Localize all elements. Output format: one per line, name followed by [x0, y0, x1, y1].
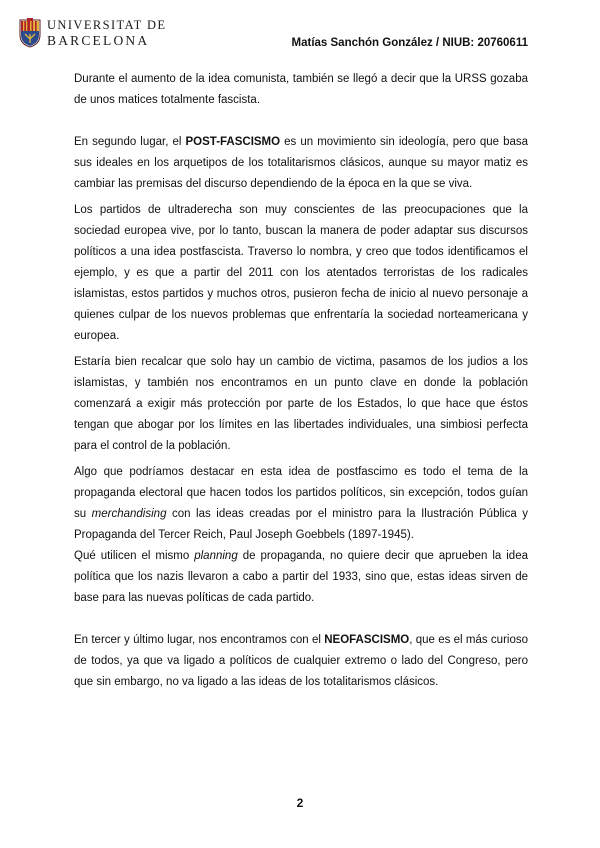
text-run: Qué utilicen el mismo [74, 550, 195, 562]
text-run: , que es el más curioso de todos, ya que va ligado a políticos de cualquier extremo o lado del Congreso, pero que sin embargo, no va ligado a las ideas de los totalitarismos clásicos. [74, 634, 528, 688]
document-body [74, 69, 528, 693]
text-run: En tercer y último lugar, nos encontramos con el [74, 634, 325, 646]
paragraph [74, 462, 528, 546]
bold-term: POST-FASCISMO [185, 136, 281, 148]
paragraph [74, 132, 528, 195]
text-run: con las ideas creadas por el ministro para la Ilustración Pública y Propaganda del Tercer Reich, Paul Joseph Goebbels (1897-1945). [74, 508, 528, 541]
text-run: En segundo lugar, el [74, 136, 186, 148]
text-run: es un movimiento sin ideología, pero que basa sus ideales en los arquetipos de los totalitarismos clásicos, aunque su mayor matiz es cambiar las premisas del discurso dependiendo de la época en la que se viva. [74, 136, 529, 190]
text-run: Los partidos de ultraderecha son muy conscientes de las preocupaciones que la sociedad europea vive, por lo tanto, buscan la manera de poder adaptar sus discursos políticos a una idea postfascista. Traverso lo nombra, y creo que todos identificamos el ejemplo, y es que a partir del 2011 con los atentados terroristas de los radicales islamistas, estos partidos y muchos otros, pusieron fecha de inicio al nuevo personaje a quienes culpar de los nuevos problemas que enfrentaría la sociedad norteamericana y europea. [74, 204, 528, 342]
paragraph [74, 630, 528, 693]
university-logo [19, 16, 166, 50]
text-run: Durante el aumento de la idea comunista, también se llegó a decir que la URSS gozaba de unos matices totalmente fascista. [74, 73, 528, 106]
page-number: 2 [296, 796, 304, 810]
text-run: Algo que podríamos destacar en esta idea de postfascimo es todo el tema de la propaganda electoral que hacen todos los partidos políticos, sin excepción, todos guían su [74, 466, 528, 520]
paragraph [74, 69, 528, 111]
logo-text-line2: BARCELONA [47, 32, 150, 48]
text-run: Estaría bien recalcar que solo hay un cambio de victima, pasamos de los judios a los islamistas, y también nos encontramos en un punto clave en donde la población comenzará a exigir más protección por parte de los Estados, lo que hace que éstos tengan que abogar por los límites en las libertades individuales, una simbiosi perfecta para el control de la población. [74, 356, 528, 452]
logo-text-line1: UNIVERSITAT DE [47, 18, 167, 32]
paragraph [74, 352, 528, 457]
italic-term: planning [194, 550, 238, 562]
bold-term: NEOFASCISMO [324, 634, 410, 646]
header-author-niub: Matías Sanchón González / NIUB: 20760611 [291, 37, 528, 49]
paragraph [74, 200, 528, 347]
text-run: de propaganda, no quiere decir que aprueben la idea política que los nazis llevaron a cabo a partir del 1933, sino que, estas ideas sirven de base para las nuevas políticas de cada partido. [74, 550, 528, 604]
paragraph [74, 546, 528, 609]
italic-term: merchandising [91, 508, 167, 520]
university-shield-icon [19, 18, 41, 48]
